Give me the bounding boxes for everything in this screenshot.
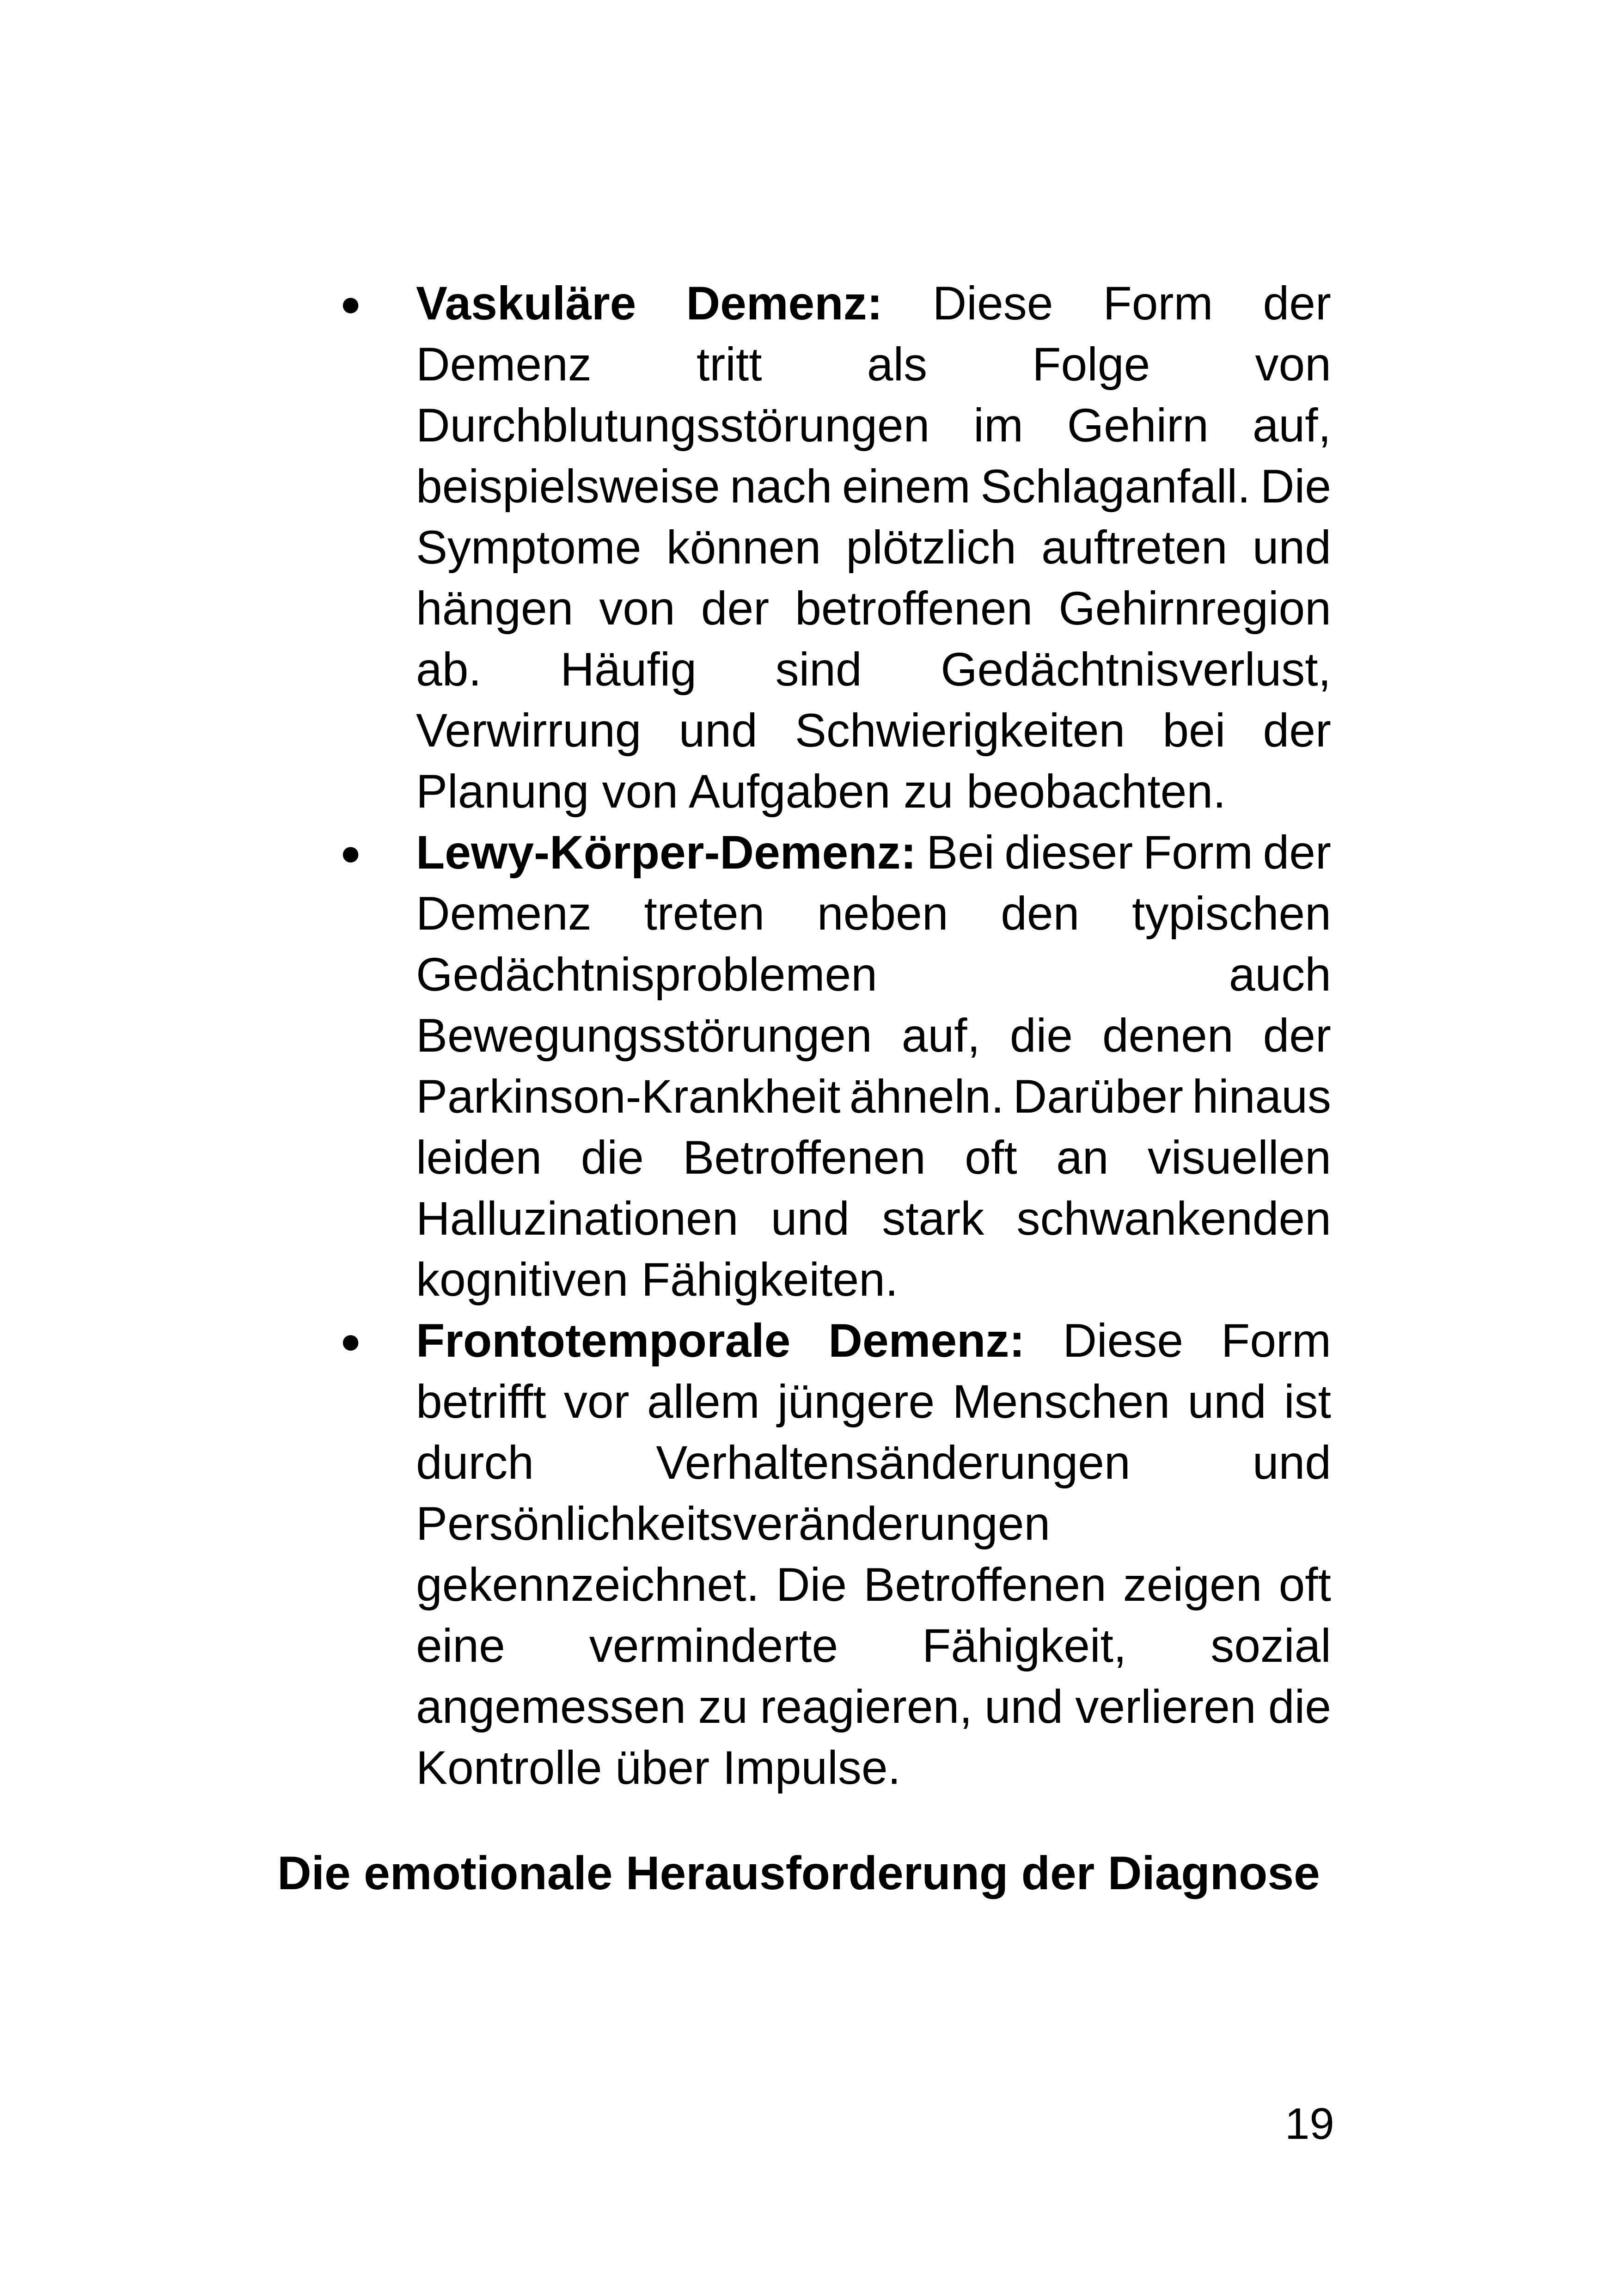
word: Gehirn bbox=[1067, 399, 1209, 452]
word: als bbox=[867, 338, 928, 391]
word: Die bbox=[776, 1558, 847, 1611]
word: Lewy-Körper-Demenz: bbox=[416, 826, 917, 879]
word: verlieren bbox=[1075, 1680, 1256, 1733]
word: Persönlichkeitsveränderungen bbox=[416, 1497, 1051, 1550]
word: hängen bbox=[416, 582, 574, 635]
text-line bbox=[416, 1737, 1331, 1798]
word: der bbox=[1263, 1009, 1331, 1062]
word: auch bbox=[1229, 948, 1331, 1001]
text-line bbox=[416, 822, 1331, 883]
word: Gehirnregion bbox=[1058, 582, 1331, 635]
bullet-icon: ● bbox=[340, 283, 362, 324]
word: Demenz: bbox=[828, 1314, 1025, 1367]
word: Vaskuläre bbox=[416, 277, 636, 330]
text-line bbox=[416, 578, 1331, 639]
text-line bbox=[416, 1676, 1331, 1737]
text-line bbox=[416, 1310, 1331, 1371]
word: auf, bbox=[901, 1009, 980, 1062]
text-line bbox=[416, 1432, 1331, 1493]
word: Bei bbox=[926, 826, 995, 879]
word: betroffenen bbox=[795, 582, 1033, 635]
text-line bbox=[416, 395, 1331, 456]
word: bei bbox=[1162, 704, 1226, 757]
text-line bbox=[416, 1005, 1331, 1066]
text-line bbox=[416, 1066, 1331, 1127]
word: und bbox=[1187, 1375, 1266, 1428]
word: Form bbox=[1143, 826, 1253, 879]
word: Schlaganfall. bbox=[980, 460, 1251, 513]
bullet-icon: ● bbox=[340, 832, 362, 873]
word: Gedächtnisverlust, bbox=[941, 643, 1331, 696]
word: Demenz bbox=[416, 338, 592, 391]
word: jüngere bbox=[777, 1375, 935, 1428]
text-line bbox=[416, 1249, 1331, 1310]
word: Bewegungsstörungen bbox=[416, 1009, 872, 1062]
text-line bbox=[416, 1554, 1331, 1615]
text-line bbox=[416, 761, 1331, 822]
word: beispielsweise bbox=[416, 460, 720, 513]
word: zeigen bbox=[1123, 1558, 1262, 1611]
word: Form bbox=[1103, 277, 1213, 330]
word: stark bbox=[882, 1192, 984, 1245]
word: neben bbox=[817, 887, 948, 940]
list-item bbox=[0, 822, 1614, 1310]
word: Demenz: bbox=[686, 277, 883, 330]
word: verminderte bbox=[589, 1619, 838, 1672]
word: ab. bbox=[416, 643, 482, 696]
dementia-types-list bbox=[0, 273, 1614, 1798]
word: an bbox=[1056, 1131, 1109, 1184]
word: Halluzinationen bbox=[416, 1192, 739, 1245]
word: visuellen bbox=[1148, 1131, 1331, 1184]
word: Häufig bbox=[560, 643, 697, 696]
word: auftreten bbox=[1041, 521, 1228, 574]
word: die bbox=[1268, 1680, 1331, 1733]
text-line bbox=[416, 1371, 1331, 1432]
word: Durchblutungsstörungen bbox=[416, 399, 930, 452]
word: tritt bbox=[696, 338, 762, 391]
text-line bbox=[416, 944, 1331, 1005]
word: durch bbox=[416, 1436, 534, 1489]
word: Fähigkeit, bbox=[922, 1619, 1127, 1672]
word: ähneln. bbox=[849, 1070, 1004, 1123]
word: auf, bbox=[1252, 399, 1331, 452]
word: ist bbox=[1284, 1375, 1331, 1428]
word: schwankenden bbox=[1016, 1192, 1331, 1245]
text-line bbox=[416, 1127, 1331, 1188]
word: plötzlich bbox=[846, 521, 1016, 574]
word: Kontrolle über Impulse. bbox=[416, 1741, 901, 1794]
bullet-icon: ● bbox=[340, 1320, 362, 1361]
word: können bbox=[666, 521, 821, 574]
word: von bbox=[1255, 338, 1331, 391]
word: Symptome bbox=[416, 521, 642, 574]
word: allem bbox=[647, 1375, 760, 1428]
word: Schwierigkeiten bbox=[795, 704, 1125, 757]
word: Diese bbox=[932, 277, 1053, 330]
word: vor bbox=[563, 1375, 630, 1428]
word: sind bbox=[775, 643, 862, 696]
word: der bbox=[1263, 277, 1331, 330]
word: und bbox=[984, 1680, 1064, 1733]
list-item bbox=[0, 273, 1614, 822]
word: hinaus bbox=[1192, 1070, 1331, 1123]
word: Verhaltensänderungen bbox=[656, 1436, 1131, 1489]
text-line bbox=[416, 1493, 1331, 1554]
word: den bbox=[1001, 887, 1080, 940]
word: typischen bbox=[1132, 887, 1331, 940]
word: die bbox=[1009, 1009, 1073, 1062]
text-line bbox=[416, 1188, 1331, 1249]
word: betrifft bbox=[416, 1375, 546, 1428]
word: oft bbox=[965, 1131, 1017, 1184]
word: Parkinson-Krankheit bbox=[416, 1070, 841, 1123]
text-line bbox=[416, 883, 1331, 944]
word: angemessen bbox=[416, 1680, 686, 1733]
word: sozial bbox=[1210, 1619, 1331, 1672]
word: gekennzeichnet. bbox=[416, 1558, 759, 1611]
text-line bbox=[416, 273, 1331, 334]
word: Menschen bbox=[952, 1375, 1170, 1428]
text-line bbox=[416, 700, 1331, 761]
word: leiden bbox=[416, 1131, 542, 1184]
word: Gedächtnisproblemen bbox=[416, 948, 877, 1001]
text-line bbox=[416, 517, 1331, 578]
word: Planung von Aufgaben zu beobachten. bbox=[416, 765, 1226, 818]
word: Folge bbox=[1032, 338, 1150, 391]
text-line bbox=[416, 456, 1331, 517]
word: der bbox=[1263, 826, 1331, 879]
word: Frontotemporale bbox=[416, 1314, 791, 1367]
word: zu bbox=[698, 1680, 748, 1733]
word: Die bbox=[1260, 460, 1331, 513]
word: Darüber bbox=[1013, 1070, 1184, 1123]
word: dieser bbox=[1004, 826, 1133, 879]
word: von bbox=[599, 582, 675, 635]
page-number: 19 bbox=[1285, 2099, 1334, 2149]
word: Form bbox=[1221, 1314, 1331, 1367]
word: und bbox=[1252, 1436, 1331, 1489]
word: eine bbox=[416, 1619, 505, 1672]
word: Betroffenen bbox=[863, 1558, 1107, 1611]
word: Betroffenen bbox=[683, 1131, 926, 1184]
word: einem bbox=[842, 460, 971, 513]
word: kognitiven Fähigkeiten. bbox=[416, 1253, 899, 1306]
text-line bbox=[416, 639, 1331, 700]
text-line bbox=[416, 1615, 1331, 1676]
word: und bbox=[770, 1192, 850, 1245]
list-item bbox=[0, 1310, 1614, 1798]
word: und bbox=[679, 704, 758, 757]
section-heading: Die emotionale Herausforderung der Diagnose bbox=[277, 1847, 1320, 1899]
word: die bbox=[581, 1131, 644, 1184]
word: Demenz bbox=[416, 887, 592, 940]
text-line bbox=[416, 334, 1331, 395]
word: und bbox=[1252, 521, 1331, 574]
word: treten bbox=[644, 887, 765, 940]
word: denen bbox=[1102, 1009, 1234, 1062]
word: reagieren, bbox=[760, 1680, 972, 1733]
word: Verwirrung bbox=[416, 704, 642, 757]
word: nach bbox=[730, 460, 832, 513]
word: im bbox=[973, 399, 1023, 452]
word: der bbox=[701, 582, 770, 635]
word: der bbox=[1263, 704, 1331, 757]
word: Diese bbox=[1063, 1314, 1184, 1367]
word: oft bbox=[1278, 1558, 1331, 1611]
